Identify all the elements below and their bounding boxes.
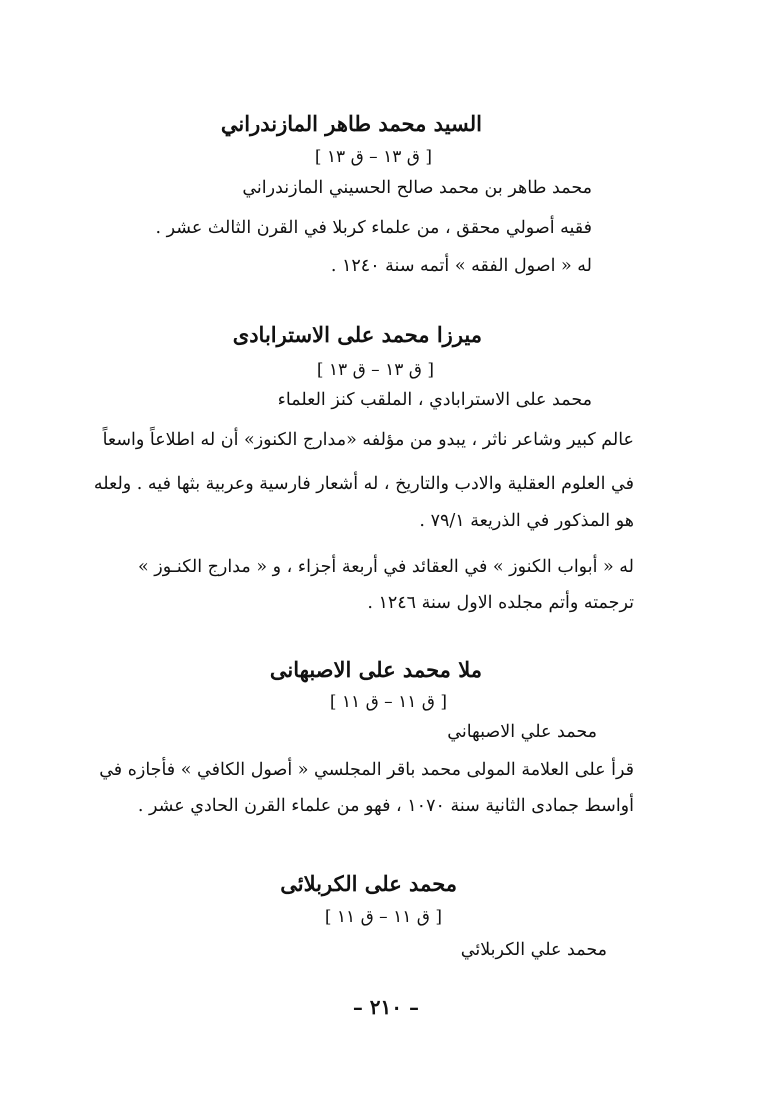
entry-3-title: ملا محمد على الاصبهانى (269, 657, 482, 682)
entry-3-line-1: محمد علي الاصبهاني (447, 722, 597, 742)
entry-2-line-4: هو المذكور في الذريعة ٧٩/١ . (419, 511, 634, 531)
entry-1-title: السيد محمد طاهر المازندراني (220, 111, 482, 136)
entry-2-title: ميرزا محمد على الاسترابادى (232, 322, 482, 347)
entry-2-line-6: ترجمته وأتم مجلده الاول سنة ١٢٤٦ . (367, 593, 634, 613)
entry-4-title: محمد على الكربلائى (280, 871, 457, 896)
entry-2-line-2: عالم كبير وشاعر ناثر ، يبدو من مؤلفه «مدارج الكنوز» أن له اطلاعاً واسعاً (102, 430, 634, 450)
entry-3-date-range: [ ق ١١ – ق ١١ ] (329, 692, 447, 712)
entry-2-line-3: في العلوم العقلية والادب والتاريخ ، له أشعار فارسية وعربية بثها فيه . ولعله (93, 474, 634, 494)
entry-1-line-1: محمد طاهر بن محمد صالح الحسيني المازندراني (242, 178, 592, 198)
entry-4-line-1: محمد علي الكربلائي (460, 940, 607, 960)
entry-3-line-2: قرأ على العلامة المولى محمد باقر المجلسي « أصول الكافي » فأجازه في (99, 760, 634, 780)
page-number: – ٢١٠ – (352, 995, 419, 1019)
entry-1-line-2: فقيه أصولي محقق ، من علماء كربلا في القرن الثالث عشر . (155, 218, 592, 238)
entry-3-line-3: أواسط جمادى الثانية سنة ١٠٧٠ ، فهو من علماء القرن الحادي عشر . (137, 796, 634, 816)
entry-2-line-5: له « أبواب الكنوز » في العقائد في أربعة أجزاء ، و « مدارج الكنـوز » (138, 557, 634, 577)
entry-2-line-1: محمد على الاسترابادي ، الملقب كنز العلماء (277, 390, 592, 410)
entry-2-date-range: [ ق ١٣ – ق ١٣ ] (316, 360, 434, 380)
entry-1-line-3: له « اصول الفقه » أتمه سنة ١٢٤٠ . (330, 256, 592, 276)
entry-4-date-range: [ ق ١١ – ق ١١ ] (324, 907, 442, 927)
entry-1-date-range: [ ق ١٣ – ق ١٣ ] (314, 147, 432, 167)
